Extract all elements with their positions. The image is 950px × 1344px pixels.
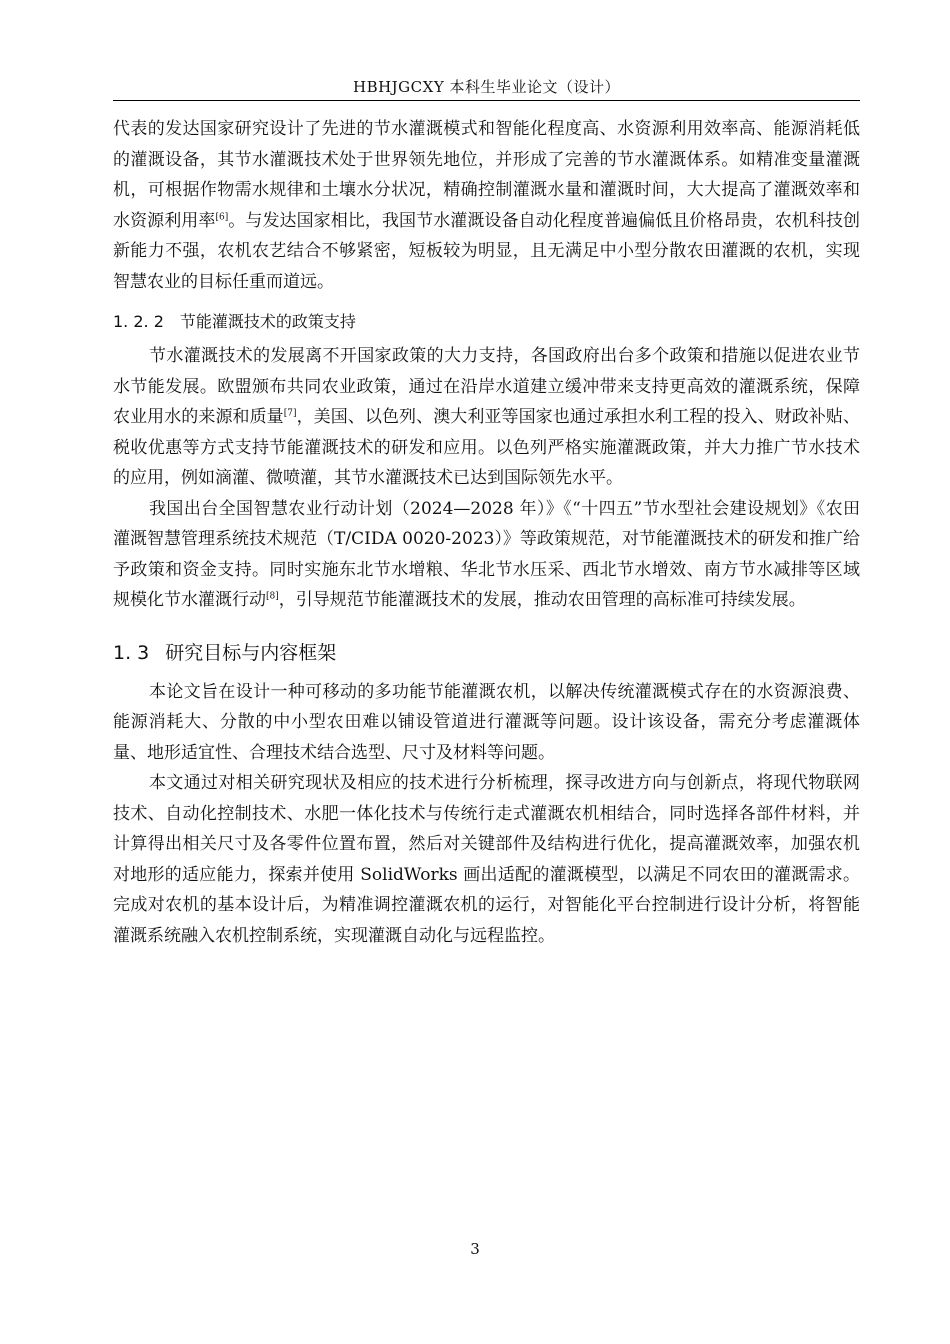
section-heading-1-3	[113, 636, 860, 670]
section-title: 研究目标与内容框架	[165, 641, 337, 664]
paragraph-text: 。与发达国家相比，我国节水灌溉设备自动化程度普遍偏低且价格昂贵，农机科技创新能力不强，农机农艺结合不够紧密，短板较为明显，且无满足中小型分散农田灌溉的农机，实现智慧农业的目标任重而道远。	[113, 210, 861, 292]
paragraph-research-goal: 本论文旨在设计一种可移动的多功能节能灌溉农机，以解决传统灌溉模式存在的水资源浪费、能源消耗大、分散的中小型农田难以铺设管道进行灌溉等问题。设计该设备，需充分考虑灌溉体量、地形适宜性、合理技术结合选型、尺寸及材料等问题。	[113, 681, 860, 763]
section-number: 1. 2. 2	[113, 312, 164, 331]
running-header: HBHJGCXY 本科生毕业论文（设计）	[352, 78, 620, 96]
paragraph-research-framework: 本文通过对相关研究现状及相应的技术进行分析梳理，探寻改进方向与创新点，将现代物联网技术、自动化控制技术、水肥一体化技术与传统行走式灌溉农机相结合，同时选择各部件材料，并计算得出相关尺寸及各零件位置布置，然后对关键部件及结构进行优化，提高灌溉效率，加强农机对地形的适应能力，探索并使用 SolidWorks 画出适配的灌溉模型，以满足不同农田的灌溉需求。完成对农机的基本设计后，为精准调控灌溉农机的运行，对智能化平台控制进行设计分析，将智能灌溉系统融入农机控制系统，实现灌溉自动化与远程监控。	[113, 773, 860, 946]
section-title: 节能灌溉技术的政策支持	[179, 312, 356, 331]
paragraph-policy-china	[113, 494, 860, 616]
citation-ref[interactable]: [8]	[266, 591, 279, 602]
citation-ref[interactable]: [6]	[215, 211, 229, 222]
paragraph-policy-international	[113, 341, 860, 494]
page-number: 3	[470, 1240, 480, 1258]
paragraph-text: ，美国、以色列、澳大利亚等国家也通过承担水利工程的投入、财政补贴、税收优惠等方式支持节能灌溉技术的研发和应用。以色列严格实施灌溉政策，并大力推广节水技术的应用，例如滴灌、微喷灌，其节水灌溉技术已达到国际领先水平。	[113, 407, 861, 488]
paragraph-text: ，引导规范节能灌溉技术的发展，推动农田管理的高标准可持续发展。	[278, 590, 806, 610]
page-body	[113, 114, 860, 951]
citation-ref[interactable]: [7]	[283, 408, 297, 419]
paragraph-text: 代表的发达国家研究设计了先进的节水灌溉模式和智能化程度高、水资源利用效率高、能源消耗低的灌溉设备，其节水灌溉技术处于世界领先地位，并形成了完善的节水灌溉体系。如精准变量灌溉机，可根据作物需水规律和土壤水分状况，精确控制灌溉水量和灌溉时间，大大提高了灌溉效率和水资源利用率	[113, 119, 860, 231]
header-rule	[113, 100, 860, 101]
section-number: 1. 3	[113, 641, 150, 664]
paragraph-intro-continued	[113, 114, 860, 297]
paragraph-text: 我国出台全国智慧农业行动计划（2024—2028 年）》《“十四五”节水型社会建设规划》《农田灌溉智慧管理系统技术规范（T/CIDA 0020-2023）》等政策规范，对节能灌溉技术的研发和推广给予政策和资金支持。同时实施东北节水增粮、华北节水压采、西北节水增效、南方节水减排等区域规模化节水灌溉行动	[113, 498, 860, 610]
section-heading-1-2-2	[113, 307, 860, 337]
paragraph-text: 节水灌溉技术的发展离不开国家政策的大力支持，各国政府出台多个政策和措施以促进农业节水节能发展。欧盟颁布共同农业政策，通过在沿岸水道建立缓冲带来支持更高效的灌溉系统，保障农业用水的来源和质量	[113, 346, 860, 427]
